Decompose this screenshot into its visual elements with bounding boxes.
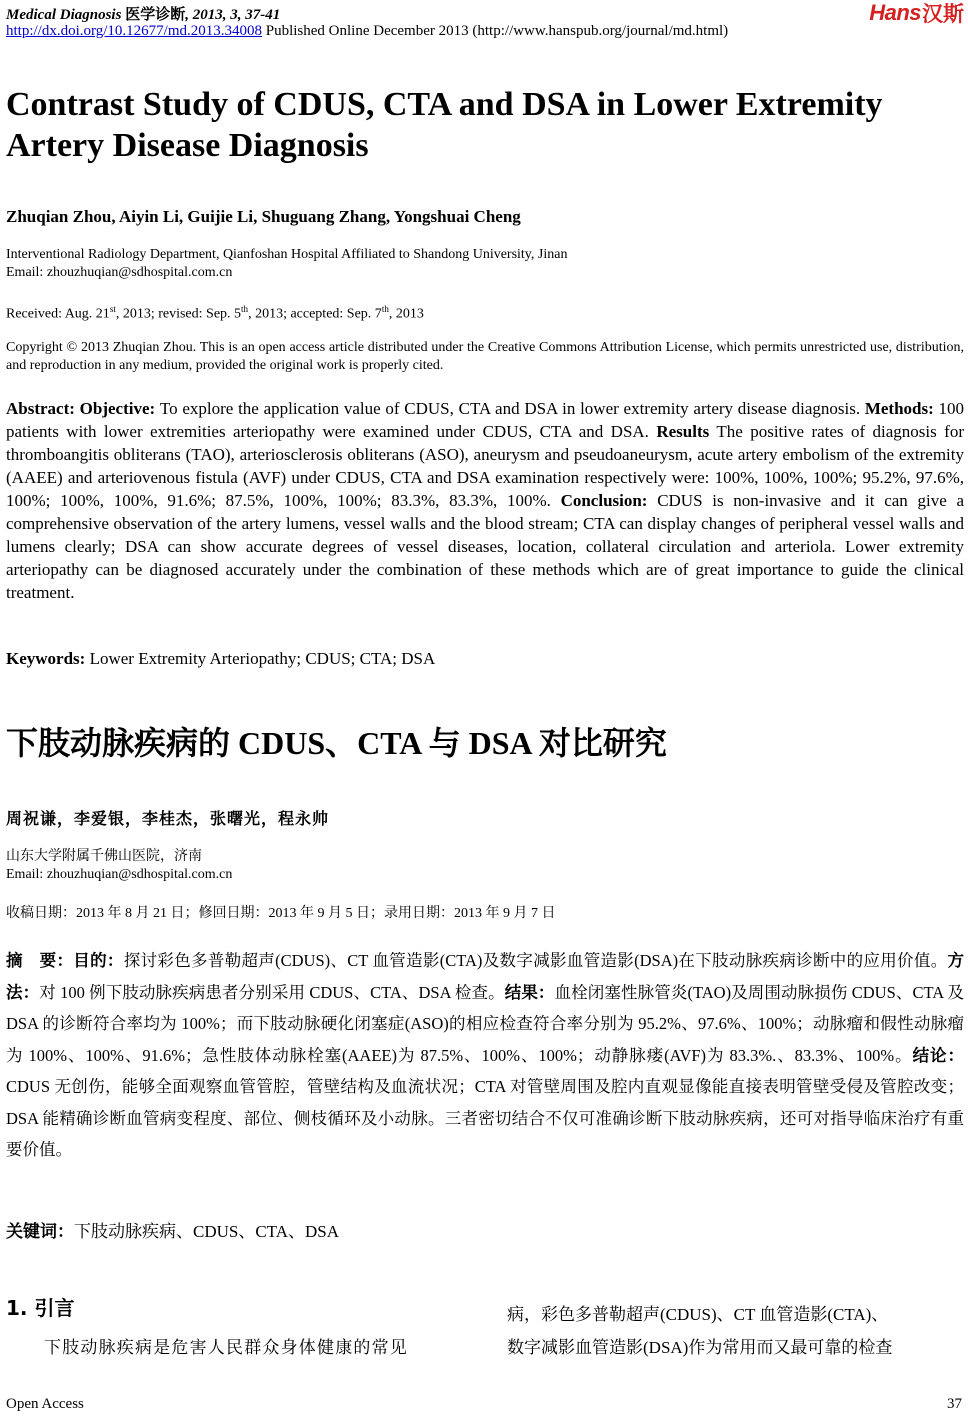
objective-cn-label: 目的： (73, 951, 124, 970)
affiliation-block-cn (6, 848, 232, 884)
paper-title-en: Contrast Study of CDUS, CTA and DSA in Lower Extremity Artery Disease Diagnosis (6, 86, 883, 164)
methods-cn-text: 对 100 例下肢动脉疾病患者分别采用 CDUS、CTA、DSA 检查。 (39, 982, 505, 1002)
title-cn-part: CTA (357, 725, 429, 761)
affiliation-cn: 山东大学附属千佛山医院，济南 (6, 849, 202, 864)
keywords-cn-text: 下肢动脉疾病、CDUS、CTA、DSA (74, 1222, 339, 1241)
body-right-column-line-2: 数字减影血管造影(DSA)作为常用而又最可靠的检查 (507, 1338, 893, 1357)
abstract-cn-label: 摘 要： (6, 951, 74, 970)
title-cn-part: 与 (428, 724, 461, 762)
conclusion-text: CDUS is non-invasive and it can give a comprehensive observation of the artery lumens, vessel walls and the blood stream; CTA can display changes of peripheral vessel walls and lumens clearly; DSA can show accurate degrees of vessel diseases, location, collateral circulation and arteriola. Lower extremity arteriopathy can be diagnosed accurately under the combination of these methods which are of great importance to guide the clinical treatment. (6, 491, 964, 602)
results-label: Results (656, 422, 710, 441)
title-cn-part: 下肢动脉疾病的 (6, 724, 231, 762)
authors-cn: 周祝谦，李爱银，李桂杰，张曙光，程永帅 (6, 809, 330, 828)
journal-header (6, 3, 280, 24)
objective-text: To explore the application value of CDUS, CTA and DSA in lower extremity artery disease diagnosis. (159, 399, 865, 418)
accepted-sup: th (381, 304, 389, 314)
revised-sup: th (241, 304, 249, 314)
conclusion-label: Conclusion: (560, 491, 658, 510)
paper-title-cn (6, 718, 667, 764)
dates-tail: , 2013 (388, 306, 424, 322)
dates-en (6, 300, 424, 324)
results-cn-text: 血栓闭塞性脉管炎(TAO)及周围动脉损伤 CDUS、CTA 及 DSA 的诊断符合率均为 100%；而下肢动脉硬化闭塞症(ASO)的相应检查符合率分别为 95.2%、97.6%、100%；动脉瘤和假性动脉瘤为 100%、100%、91.6%；急性肢体动脉栓塞(AAEE)为 87.5%、100%、100%；动静脉瘘(AVF)为 83.3%.、83.3%、100%。 (6, 982, 965, 1065)
keywords-en (6, 649, 435, 669)
page-number: 37 (947, 1396, 962, 1412)
abstract-cn (6, 945, 964, 1166)
title-cn-part: CDUS (230, 725, 326, 761)
open-access-label: Open Access (6, 1396, 84, 1412)
doi-link[interactable]: http://dx.doi.org/10.12677/md.2013.34008 (6, 23, 262, 39)
keywords-label: Keywords: (6, 649, 90, 668)
methods-text: 100 patients with lower extremities arteriopathy were examined under CDUS, CTA and DSA. (6, 399, 964, 441)
hans-logo (869, 0, 964, 26)
journal-name-cn: 医学诊断 (125, 7, 186, 23)
body-left-column-line: 下肢动脉疾病是危害人民群众身体健康的常见 (44, 1338, 408, 1357)
objective-cn-text: 探讨彩色多普勒超声(CDUS)、CT 血管造影(CTA)及数字减影血管造影(DSA)在下肢动脉疾病诊断中的应用价值。 (123, 951, 948, 970)
email-cn: Email: zhouzhuqian@sdhospital.com.cn (6, 867, 233, 882)
conclusion-cn-text: CDUS 无创伤，能够全面观察血管管腔，管壁结构及血流状况；CTA 对管壁周围及腔内直观显像能直接表明管壁受侵及管腔改变；DSA 能精确诊断血管病变程度、部位、侧枝循环及小动脉。三者密切结合不仅可准确诊断下肢动脉疾病，还可对指导临床治疗有重要价值。 (6, 1077, 964, 1159)
methods-cn-label: 方法： (6, 951, 965, 1002)
conclusion-cn-label: 结论： (912, 1045, 964, 1065)
methods-label: Methods: (864, 399, 939, 418)
copyright-notice: Copyright © 2013 Zhuqian Zhou. This is an open access article distributed under the Creative Commons Attribution License, which permits unrestricted use, distribution, and reproduction in any medium, provided the original work is properly cited. (6, 340, 964, 373)
logo-latin: Hans (869, 0, 921, 25)
section-heading-introduction: 1. 引言 (6, 1296, 75, 1320)
results-cn-label: 结果： (504, 982, 555, 1002)
revised-date: , 2013; revised: Sep. 5 (115, 306, 242, 322)
keywords-cn-label: 关键词： (6, 1222, 74, 1242)
results-text: The positive rates of diagnosis for thromboangitis obliterans (TAO), arteriosclerosis obliterans (ASO), aneurysm and pseudoaneurysm, acute artery embolism of the extremity (AAEE) and arteriovenous fistula (AVF) under CDUS, CTA and DSA examination respectively were: 100%, 100%, 100%; 95.2%, 97.6%, 100%; 100%, 100%, 91.6%; 87.5%, 100%, 100%; 83.3%, 83.3%, 100%. (6, 422, 964, 510)
accepted-date: , 2013; accepted: Sep. 7 (248, 306, 382, 322)
objective-label: Objective: (79, 399, 160, 418)
doi-line (6, 23, 728, 40)
logo-cn: 汉斯 (922, 2, 964, 26)
citation: , 2013, 3, 37-41 (185, 7, 281, 23)
abstract-en (6, 397, 964, 604)
journal-name: Medical Diagnosis (6, 7, 122, 23)
received-sup: st (109, 304, 116, 314)
title-cn-part: 对比研究 (538, 724, 667, 762)
keywords-cn (6, 1217, 339, 1242)
affiliation-en: Interventional Radiology Department, Qianfoshan Hospital Affiliated to Shandong University, Jinan (6, 247, 568, 262)
abstract-label: Abstract: (6, 399, 80, 418)
email-en: Email: zhouzhuqian@sdhospital.com.cn (6, 265, 233, 280)
authors-en: Zhuqian Zhou, Aiyin Li, Guijie Li, Shuguang Zhang, Yongshuai Cheng (6, 207, 521, 226)
received-date: Received: Aug. 21 (6, 306, 110, 322)
published-online: Published Online December 2013 (http://www.hanspub.org/journal/md.html) (265, 23, 729, 39)
dates-cn: 收稿日期：2013 年 8 月 21 日；修回日期：2013 年 9 月 5 日；录用日期：2013 年 9 月 7 日 (6, 906, 556, 921)
keywords-text: Lower Extremity Arteriopathy; CDUS; CTA; DSA (89, 649, 436, 668)
title-cn-part: DSA (460, 725, 539, 761)
affiliation-block-en (6, 246, 956, 282)
title-cn-part: 、 (325, 724, 358, 762)
body-right-column-line-1: 病，彩色多普勒超声(CDUS)、CT 血管造影(CTA)、 (507, 1305, 889, 1324)
